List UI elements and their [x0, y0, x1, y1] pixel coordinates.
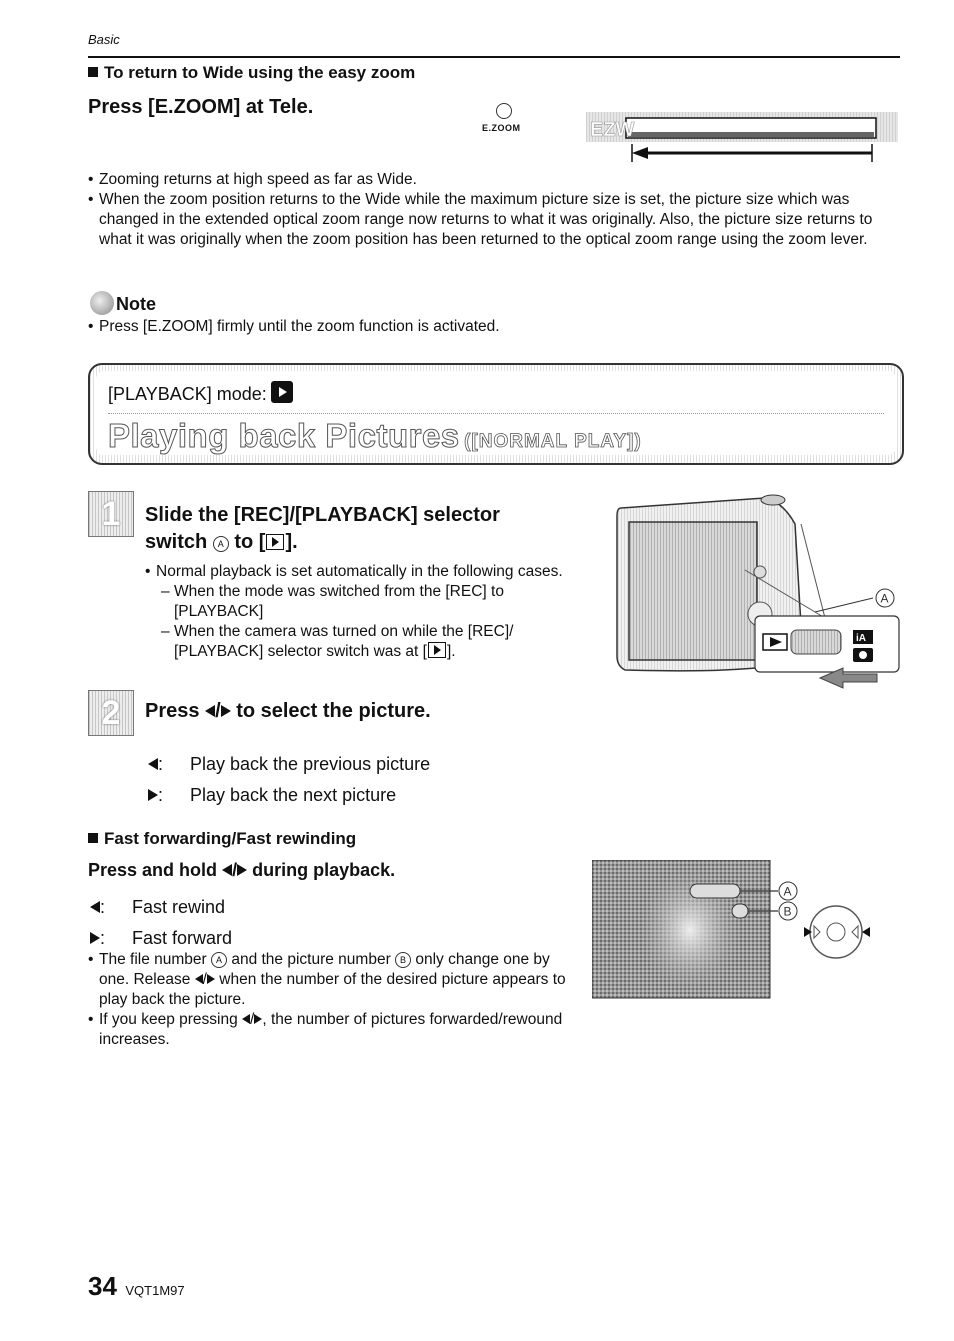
rec-camera-lens [859, 651, 867, 659]
shutter-button [761, 495, 785, 505]
fast-bullets [88, 950, 573, 1050]
callout-a: A [880, 591, 889, 606]
bullet-item: • Normal playback is set automatically in the following cases. [145, 562, 595, 582]
section-label: Basic [88, 32, 120, 47]
camera-illustration [615, 494, 905, 694]
mode-banner-subtitle: ([NORMAL PLAY]) [464, 431, 642, 452]
picture-number-display [732, 904, 748, 918]
dial-right-arrow-icon [862, 927, 870, 937]
playback-screen-figure [592, 860, 912, 1002]
zoom-bar-fill [628, 132, 874, 137]
square-bullet-icon [88, 67, 98, 77]
right-arrow-icon [207, 974, 215, 984]
bullet-item: • The file number A and the picture number B only change one by one. Release / when the number of the desired picture appears to play back the picture. [88, 950, 573, 1010]
file-number-display [690, 884, 740, 898]
page-number: 34 [88, 1271, 117, 1301]
playback-icon [266, 534, 284, 550]
zoom-callout-line [801, 524, 825, 618]
easy-zoom-heading: To return to Wide using the easy zoom [88, 63, 415, 83]
right-arrow-icon [90, 932, 100, 944]
mode-banner-title-line [108, 417, 642, 455]
step-2-heading: Press / to select the picture. [145, 700, 431, 722]
note-text: • Press [E.ZOOM] firmly until the zoom function is activated. [88, 317, 909, 337]
right-arrow-icon [148, 789, 158, 801]
fast-heading: Fast forwarding/Fast rewinding [88, 829, 356, 849]
key-row-previous: : Play back the previous picture [148, 749, 430, 780]
camera-lcd [629, 522, 757, 660]
ezoom-button-icon [496, 103, 512, 119]
square-bullet-icon [88, 833, 98, 843]
bullet-item: • Zooming returns at high speed as far as Wide. [88, 170, 898, 190]
step-1-badge: 1 [88, 491, 134, 537]
left-arrow-icon [205, 705, 215, 717]
dash-item: – When the mode was switched from the [REC] to [PLAYBACK] [161, 582, 595, 622]
mode-banner-divider [108, 413, 884, 414]
bullet-item: • If you keep pressing / , the number of pictures forwarded/rewound increases. [88, 1010, 573, 1050]
step-1-heading: Slide the [REC]/[PLAYBACK] selector switch A to [ ]. [145, 504, 500, 553]
callout-b: B [783, 904, 792, 919]
dash-item: – When the camera was turned on while the [REC]/ [PLAYBACK] selector switch was at [ ]. [161, 622, 595, 662]
step-1-body [145, 562, 595, 662]
step-2-badge: 2 [88, 690, 134, 736]
cursor-dial-center [827, 923, 845, 941]
mode-banner-title: Playing back Pictures [108, 417, 460, 454]
bullet-item: • When the zoom position returns to the Wide while the maximum picture size is set, the picture size which was changed in the extended optical zoom range now returns to what it was originally. Also, the picture size returns to what it was originally when the zoom position has been returned to the optical zoom range using the zoom lever. [88, 190, 898, 250]
zoom-bar-figure [586, 110, 902, 166]
playback-icon [428, 642, 446, 658]
marker-a: A [213, 536, 229, 552]
right-arrow-icon [221, 705, 231, 717]
left-arrow-icon [90, 901, 100, 913]
callout-a: A [783, 884, 792, 899]
doc-code: VQT1M97 [125, 1283, 185, 1298]
mode-banner-inner [96, 371, 896, 455]
note-icon [90, 291, 114, 315]
left-arrow-icon [195, 974, 203, 984]
mode-line: [PLAYBACK] mode: [108, 381, 293, 405]
marker-b: B [395, 952, 411, 968]
selector-switch-slider [791, 630, 841, 654]
mode-banner [88, 363, 904, 465]
note-heading: Note [90, 291, 156, 315]
marker-a: A [211, 952, 227, 968]
zoom-return-arrow-head [632, 147, 648, 159]
left-arrow-icon [222, 864, 232, 876]
left-arrow-icon [242, 1014, 250, 1024]
key-row-forward: : Fast forward [90, 923, 232, 954]
ezoom-button-label: E.ZOOM [482, 123, 521, 133]
page-footer [88, 1271, 185, 1302]
key-row-rewind: : Fast rewind [90, 892, 225, 923]
easy-zoom-bullets [88, 170, 898, 250]
callout-a-line [815, 598, 873, 612]
key-row-next: : Play back the next picture [148, 780, 396, 811]
right-arrow-icon [237, 864, 247, 876]
fast-instruction: Press and hold / during playback. [88, 860, 396, 880]
zoom-bar-label: EZW [590, 119, 635, 141]
ezoom-button-figure [482, 103, 572, 133]
header-rule [88, 56, 900, 58]
easy-zoom-instruction: Press [E.ZOOM] at Tele. [88, 96, 314, 118]
ia-icon-label: iA [856, 633, 866, 644]
left-arrow-icon [148, 758, 158, 770]
playback-mode-icon [271, 381, 293, 403]
